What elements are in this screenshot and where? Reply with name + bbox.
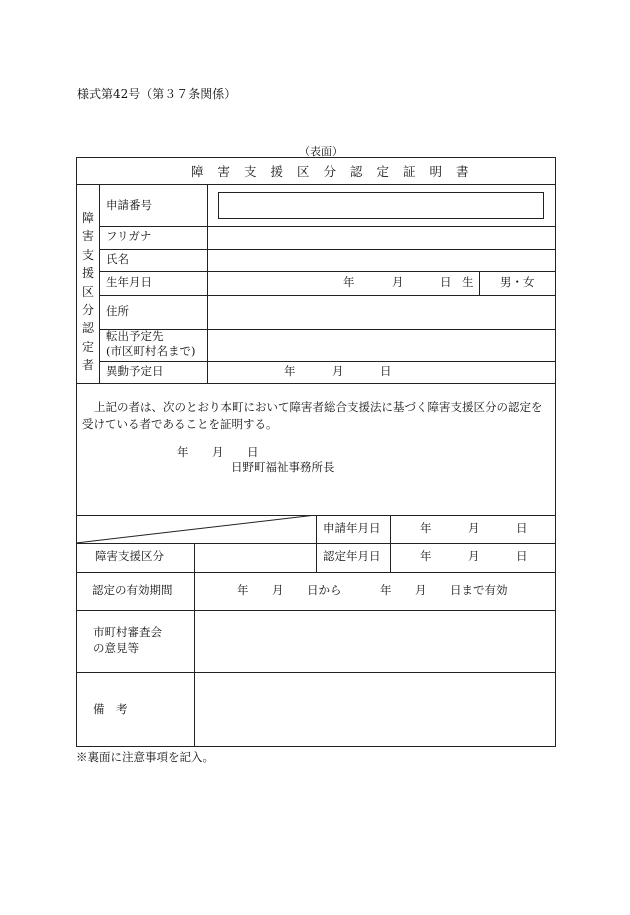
footnote: ※裏面に注意事項を記入。 xyxy=(76,750,214,764)
issue-year-unit: 年 xyxy=(177,445,189,459)
form-number: 様式第42号（第３７条関係） xyxy=(77,87,237,101)
born-label: 生 xyxy=(462,275,474,289)
change-year-unit: 年 xyxy=(284,364,296,378)
validity-period-label: 認定の有効期間 xyxy=(92,583,173,597)
transfer-destination-label: 転出予定先 xyxy=(106,329,164,343)
certification-statement: 上記の者は、次のとおり本町において障害者総合支援法に基づく障害支援区分の認定を受けている者であることを証明する。 xyxy=(82,400,543,431)
change-month-unit: 月 xyxy=(332,364,344,378)
issue-day-unit: 日 xyxy=(247,445,259,459)
council-opinion-label-line2: の意見等 xyxy=(93,641,139,655)
certification-date-label: 認定年月日 xyxy=(323,549,381,563)
support-category-label: 障害支援区分 xyxy=(95,549,164,563)
issue-month-unit: 月 xyxy=(212,445,224,459)
remarks-label: 備 考 xyxy=(93,702,128,716)
application-number-field[interactable] xyxy=(218,192,544,219)
birth-day-unit: 日 xyxy=(440,275,452,289)
certification-month-unit: 月 xyxy=(468,549,480,563)
validity-to-year-unit: 年 xyxy=(380,583,392,597)
validity-to-month-unit: 月 xyxy=(415,583,427,597)
blank-diagonal xyxy=(76,515,316,543)
change-day-unit: 日 xyxy=(380,364,392,378)
certification-day-unit: 日 xyxy=(516,549,528,563)
validity-to-suffix: 日まで有効 xyxy=(450,583,508,597)
certified-person-side-label: 障 害 支 援 区 分 認 定 者 xyxy=(81,211,94,373)
application-year-unit: 年 xyxy=(420,521,432,535)
birth-month-unit: 月 xyxy=(392,275,404,289)
validity-from-suffix: 日から xyxy=(307,583,342,597)
application-date-label: 申請年月日 xyxy=(323,521,381,535)
furigana-label: フリガナ xyxy=(106,229,152,243)
council-opinion-label: 市町村審査会 xyxy=(93,625,162,639)
validity-from-month-unit: 月 xyxy=(272,583,284,597)
form-title: 障害支援区分認定証明書 xyxy=(191,164,483,179)
gender-options: 男・女 xyxy=(500,275,535,289)
validity-from-year-unit: 年 xyxy=(237,583,249,597)
transfer-destination-note: (市区町村名まで) xyxy=(106,344,196,358)
application-number-label: 申請番号 xyxy=(106,198,152,212)
issuer: 日野町福祉事務所長 xyxy=(231,460,335,474)
birth-year-unit: 年 xyxy=(343,275,355,289)
birthdate-label: 生年月日 xyxy=(106,275,152,289)
certification-year-unit: 年 xyxy=(420,549,432,563)
certificate-form xyxy=(76,157,556,747)
address-label: 住所 xyxy=(106,304,129,318)
name-label: 氏名 xyxy=(106,252,129,266)
change-date-label: 異動予定日 xyxy=(106,364,164,378)
application-month-unit: 月 xyxy=(468,521,480,535)
application-day-unit: 日 xyxy=(516,521,528,535)
side-label: （表面） xyxy=(299,145,343,158)
